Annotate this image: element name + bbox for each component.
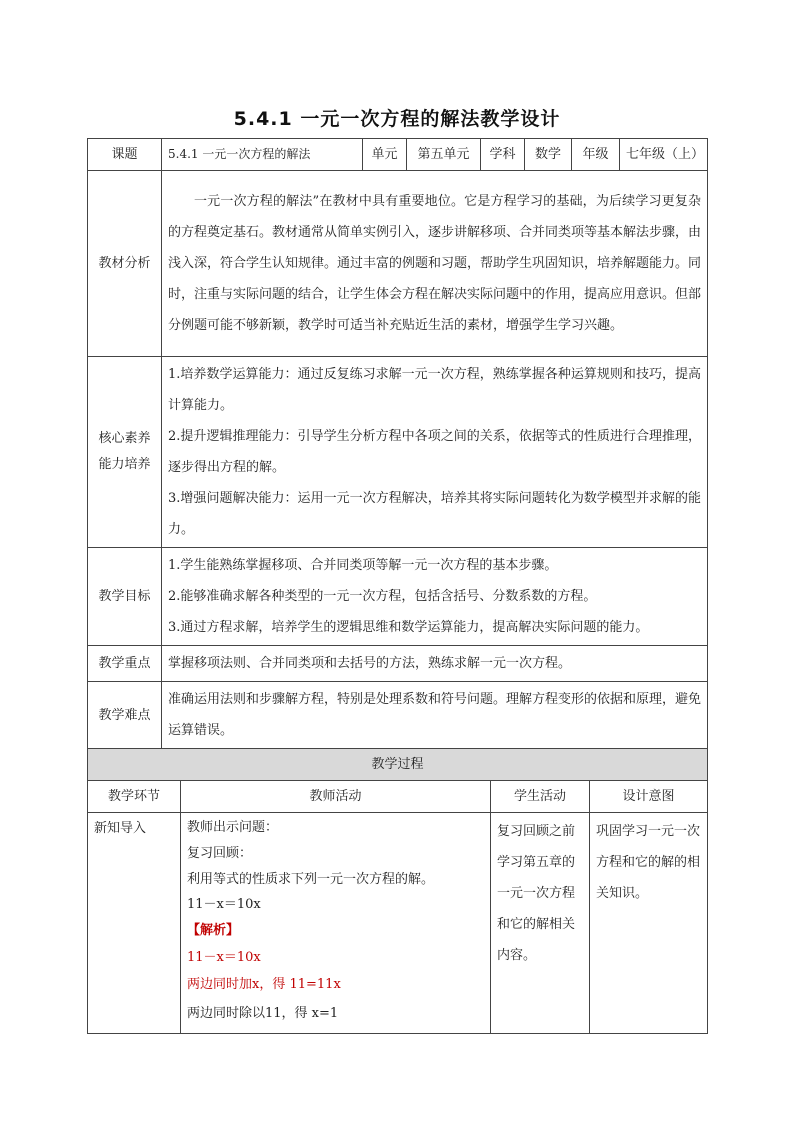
unit-value: 第五单元 [407, 139, 481, 171]
teacher-cell [181, 813, 491, 1034]
analysis-label: 教材分析 [88, 171, 162, 357]
col-teacher: 教师活动 [181, 781, 491, 813]
objectives-row [88, 548, 708, 646]
literacy-row [88, 357, 708, 548]
student-cell: 复习回顾之前学习第五章的一元一次方程和它的解相关内容。 [491, 813, 590, 1034]
analysis-text: 一元一次方程的解法”在教材中具有重要地位。它是方程学习的基础，为后续学习更复杂的方程奠定基石。教材通常从简单实例引入，逐步讲解移项、合并同类项等基本解法步骤，由浅入深，符合学生认知规律。通过丰富的例题和习题，帮助学生巩固知识，培养解题能力。同时，注重与实际问题的结合，让学生体会方程在解决实际问题中的作用，提高应用意识。但部分例题可能不够新颖，教学时可适当补充贴近生活的素材，增强学生学习兴趣。 [168, 194, 702, 333]
process-columns-row [88, 781, 708, 813]
analysis-tag: 【解析】 [187, 923, 240, 938]
analysis-row [88, 171, 708, 357]
teacher-line: 教师出示问题： [187, 820, 279, 835]
col-intent: 设计意图 [590, 781, 708, 813]
process-header-row [88, 749, 708, 781]
stage-cell: 新知导入 [88, 813, 181, 1034]
literacy-cell [162, 357, 708, 548]
key-points-row [88, 646, 708, 682]
key-points-label: 教学重点 [88, 646, 162, 682]
process-row [88, 813, 708, 1034]
objectives-cell [162, 548, 708, 646]
key-points-text: 掌握移项法则、合并同类项和去括号的方法，熟练求解一元一次方程。 [162, 646, 708, 682]
literacy-label: 核心素养能力培养 [88, 357, 162, 548]
subject-value: 数学 [525, 139, 572, 171]
objective-item: 2.能够准确求解各种类型的一元一次方程，包括含括号、分数系数的方程。 [168, 589, 597, 604]
literacy-item: 3.增强问题解决能力：运用一元一次方程解决，培养其将实际问题转化为数学模型并求解的能力。 [168, 491, 701, 537]
lesson-plan-table [87, 138, 707, 1034]
analysis-cell [162, 171, 708, 357]
difficulties-row [88, 682, 708, 749]
info-row [88, 139, 708, 171]
solution-line: 两边同时加x，得 11=11x [187, 977, 341, 992]
subject-label: 学科 [481, 139, 525, 171]
process-header: 教学过程 [88, 749, 708, 781]
grade-value: 七年级（上） [620, 139, 708, 171]
col-stage: 教学环节 [88, 781, 181, 813]
page-title: 5.4.1 一元一次方程的解法教学设计 [233, 108, 561, 130]
lesson-label: 课题 [88, 139, 162, 171]
literacy-item: 1.培养数学运算能力：通过反复练习求解一元一次方程，熟练掌握各种运算规则和技巧，提高计算能力。 [168, 367, 701, 413]
lesson-value: 5.4.1 一元一次方程的解法 [162, 139, 363, 171]
difficulties-label: 教学难点 [88, 682, 162, 749]
unit-label: 单元 [363, 139, 407, 171]
objective-item: 3.通过方程求解，培养学生的逻辑思维和数学运算能力，提高解决实际问题的能力。 [168, 620, 649, 635]
solution-line: 11－x＝10x [187, 950, 261, 965]
grade-label: 年级 [572, 139, 620, 171]
difficulties-text: 准确运用法则和步骤解方程，特别是处理系数和符号问题。理解方程变形的依据和原理，避免运算错误。 [162, 682, 708, 749]
literacy-item: 2.提升逻辑推理能力：引导学生分析方程中各项之间的关系，依据等式的性质进行合理推理，逐步得出方程的解。 [168, 429, 701, 475]
teacher-equation: 11－x＝10x [187, 897, 261, 912]
teacher-line: 复习回顾： [187, 846, 253, 861]
objectives-label: 教学目标 [88, 548, 162, 646]
objective-item: 1.学生能熟练掌握移项、合并同类项等解一元一次方程的基本步骤。 [168, 558, 558, 573]
intent-cell: 巩固学习一元一次方程和它的解的相关知识。 [590, 813, 708, 1034]
solution-line: 两边同时除以11，得 x=1 [187, 1006, 339, 1021]
col-student: 学生活动 [491, 781, 590, 813]
teacher-line: 利用等式的性质求下列一元一次方程的解。 [187, 872, 435, 887]
